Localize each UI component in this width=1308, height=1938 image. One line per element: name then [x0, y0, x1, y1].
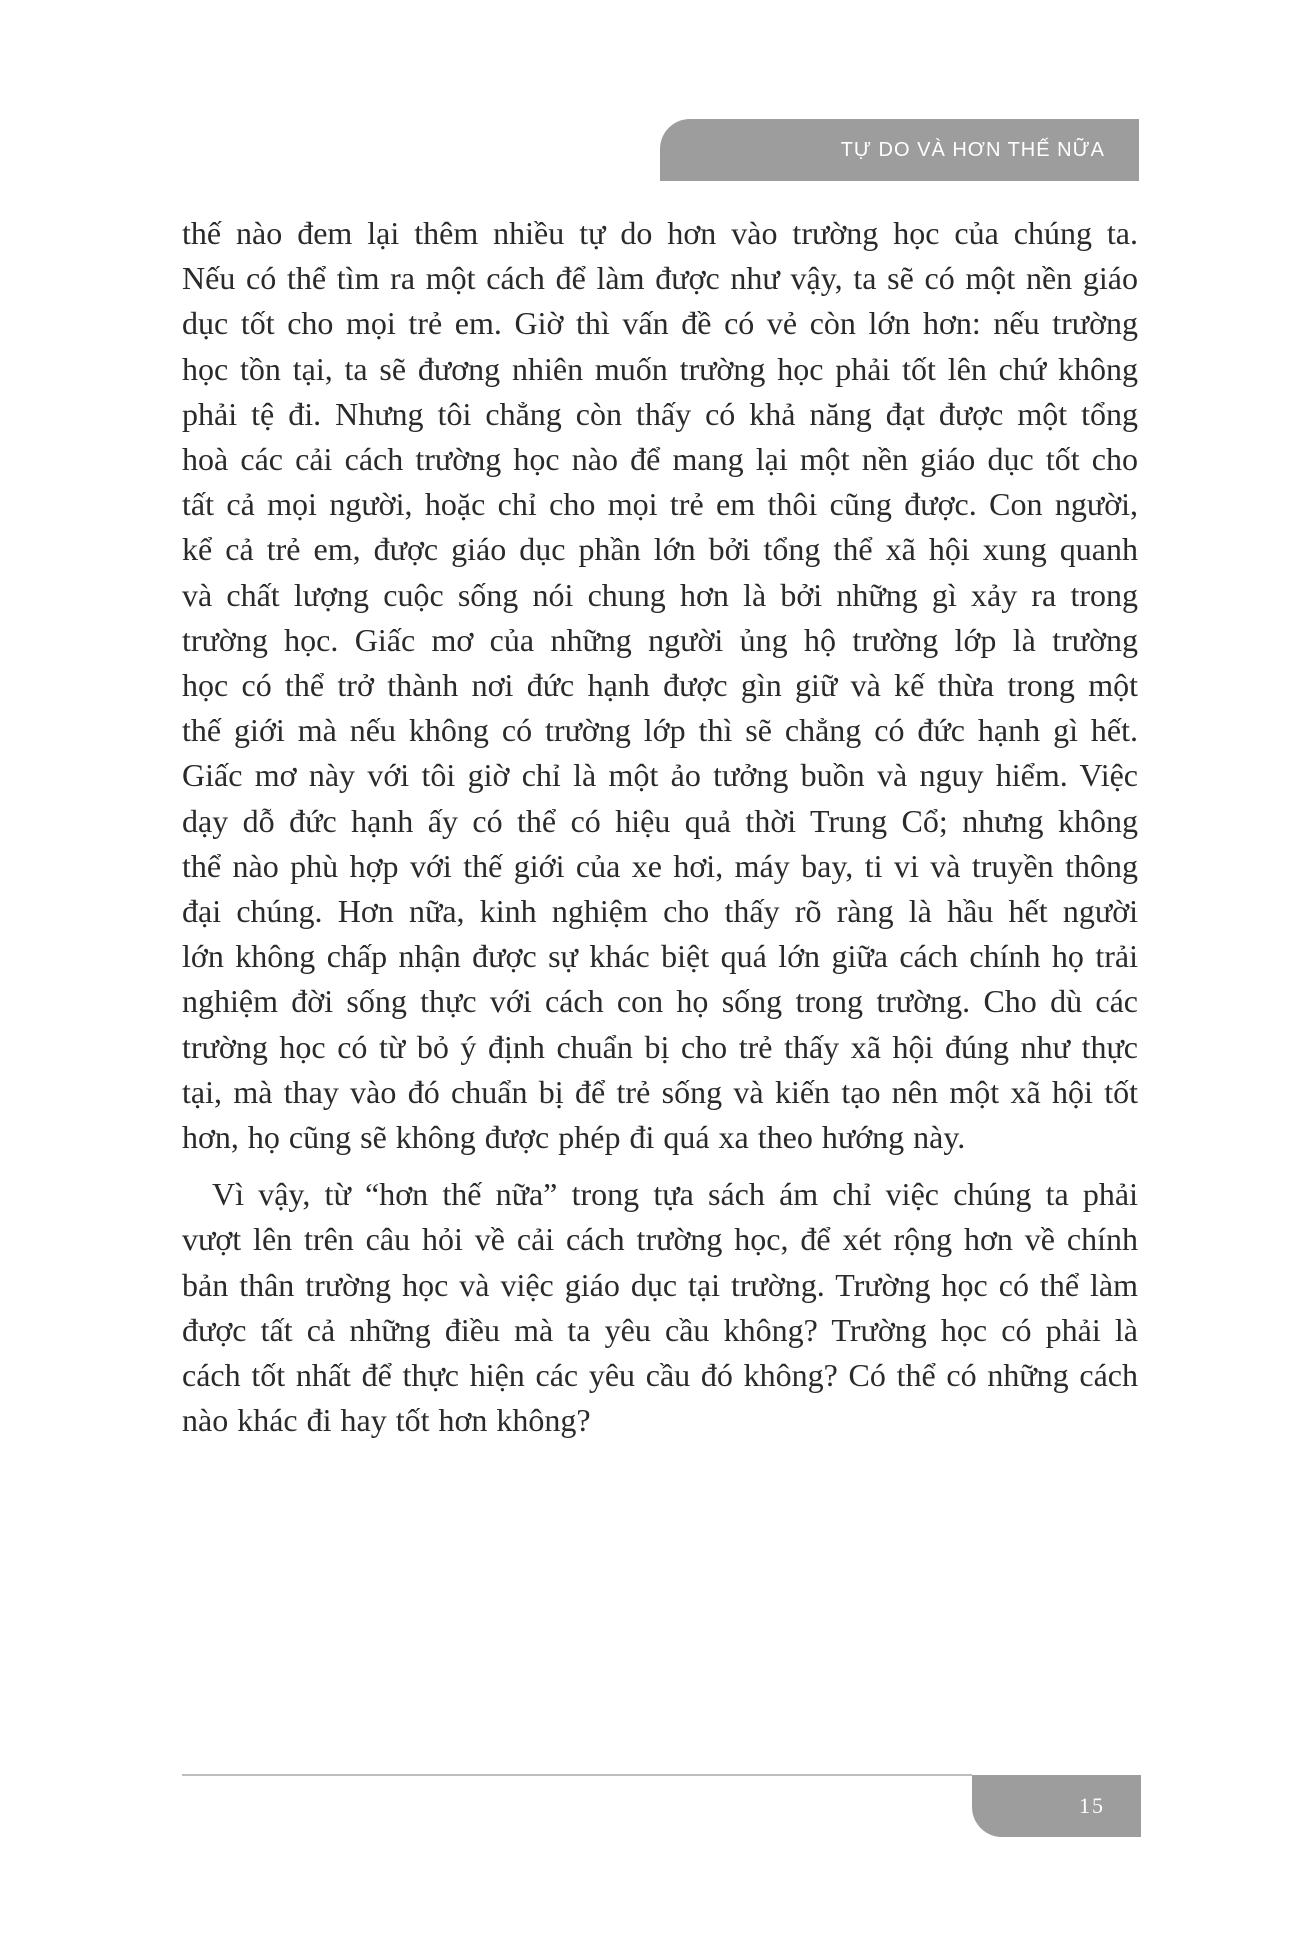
paragraph-gap	[182, 1160, 1138, 1172]
text-line: nghiệm đời sống thực với cách con họ sống trong trường. Cho dù các	[182, 983, 1138, 1020]
running-header-title: TỰ DO VÀ HƠN THẾ NỮA	[840, 138, 1105, 161]
page-number-tab	[972, 1775, 1141, 1837]
text-line: học có thể trở thành nơi đức hạnh được gìn giữ và kế thừa trong một	[182, 667, 1138, 704]
paragraph-1	[182, 211, 1138, 1160]
text-line: đại chúng. Hơn nữa, kinh nghiệm cho thấy rõ ràng là hầu hết người	[182, 893, 1138, 930]
text-line: tại, mà thay vào đó chuẩn bị để trẻ sống và kiến tạo nên một xã hội tốt	[182, 1073, 1138, 1110]
text-line: trường học có từ bỏ ý định chuẩn bị cho trẻ thấy xã hội đúng như thực	[182, 1028, 1138, 1065]
footer-divider	[182, 1774, 972, 1776]
text-line: Nếu có thể tìm ra một cách để làm được như vậy, ta sẽ có một nền giáo	[182, 260, 1138, 297]
text-line: cách tốt nhất để thực hiện các yêu cầu đó không? Có thể có những cách	[182, 1357, 1138, 1394]
text-line: nào khác đi hay tốt hơn không?	[182, 1402, 591, 1439]
text-line: được tất cả những điều mà ta yêu cầu không? Trường học có phải là	[182, 1311, 1138, 1348]
body-text	[182, 211, 1138, 1443]
text-line: tất cả mọi người, hoặc chỉ cho mọi trẻ em thôi cũng được. Con người,	[182, 486, 1138, 523]
text-line: và chất lượng cuộc sống nói chung hơn là bởi những gì xảy ra trong	[182, 576, 1138, 613]
text-line: vượt lên trên câu hỏi về cải cách trường học, để xét rộng hơn về chính	[182, 1221, 1138, 1258]
running-header-tab	[660, 119, 1139, 181]
page-number: 15	[1079, 1793, 1105, 1818]
text-line: thế giới mà nếu không có trường lớp thì sẽ chẳng có đức hạnh gì hết.	[182, 712, 1138, 749]
text-line: hơn, họ cũng sẽ không được phép đi quá xa theo hướng này.	[182, 1119, 966, 1156]
text-line: hoà các cải cách trường học nào để mang lại một nền giáo dục tốt cho	[182, 441, 1138, 478]
text-line: dạy dỗ đức hạnh ấy có thể có hiệu quả thời Trung Cổ; nhưng không	[182, 802, 1138, 839]
text-line: dục tốt cho mọi trẻ em. Giờ thì vấn đề có vẻ còn lớn hơn: nếu trường	[182, 305, 1138, 342]
text-line: lớn không chấp nhận được sự khác biệt quá lớn giữa cách chính họ trải	[182, 938, 1138, 975]
text-line: trường học. Giấc mơ của những người ủng hộ trường lớp là trường	[182, 621, 1138, 658]
text-line: thể nào phù hợp với thế giới của xe hơi, máy bay, ti vi và truyền thông	[182, 847, 1138, 884]
text-line: kể cả trẻ em, được giáo dục phần lớn bởi tổng thể xã hội xung quanh	[182, 531, 1138, 568]
text-line: bản thân trường học và việc giáo dục tại trường. Trường học có thể làm	[182, 1266, 1138, 1303]
text-line: Vì vậy, từ “hơn thế nữa” trong tựa sách ám chỉ việc chúng ta phải	[212, 1176, 1138, 1213]
text-line: học tồn tại, ta sẽ đương nhiên muốn trường học phải tốt lên chứ không	[182, 350, 1138, 387]
text-line: Giấc mơ này với tôi giờ chỉ là một ảo tưởng buồn và nguy hiểm. Việc	[182, 757, 1138, 794]
paragraph-2	[182, 1172, 1138, 1443]
text-line: thế nào đem lại thêm nhiều tự do hơn vào trường học của chúng ta.	[182, 215, 1138, 251]
text-line: phải tệ đi. Nhưng tôi chẳng còn thấy có khả năng đạt được một tổng	[182, 395, 1138, 432]
